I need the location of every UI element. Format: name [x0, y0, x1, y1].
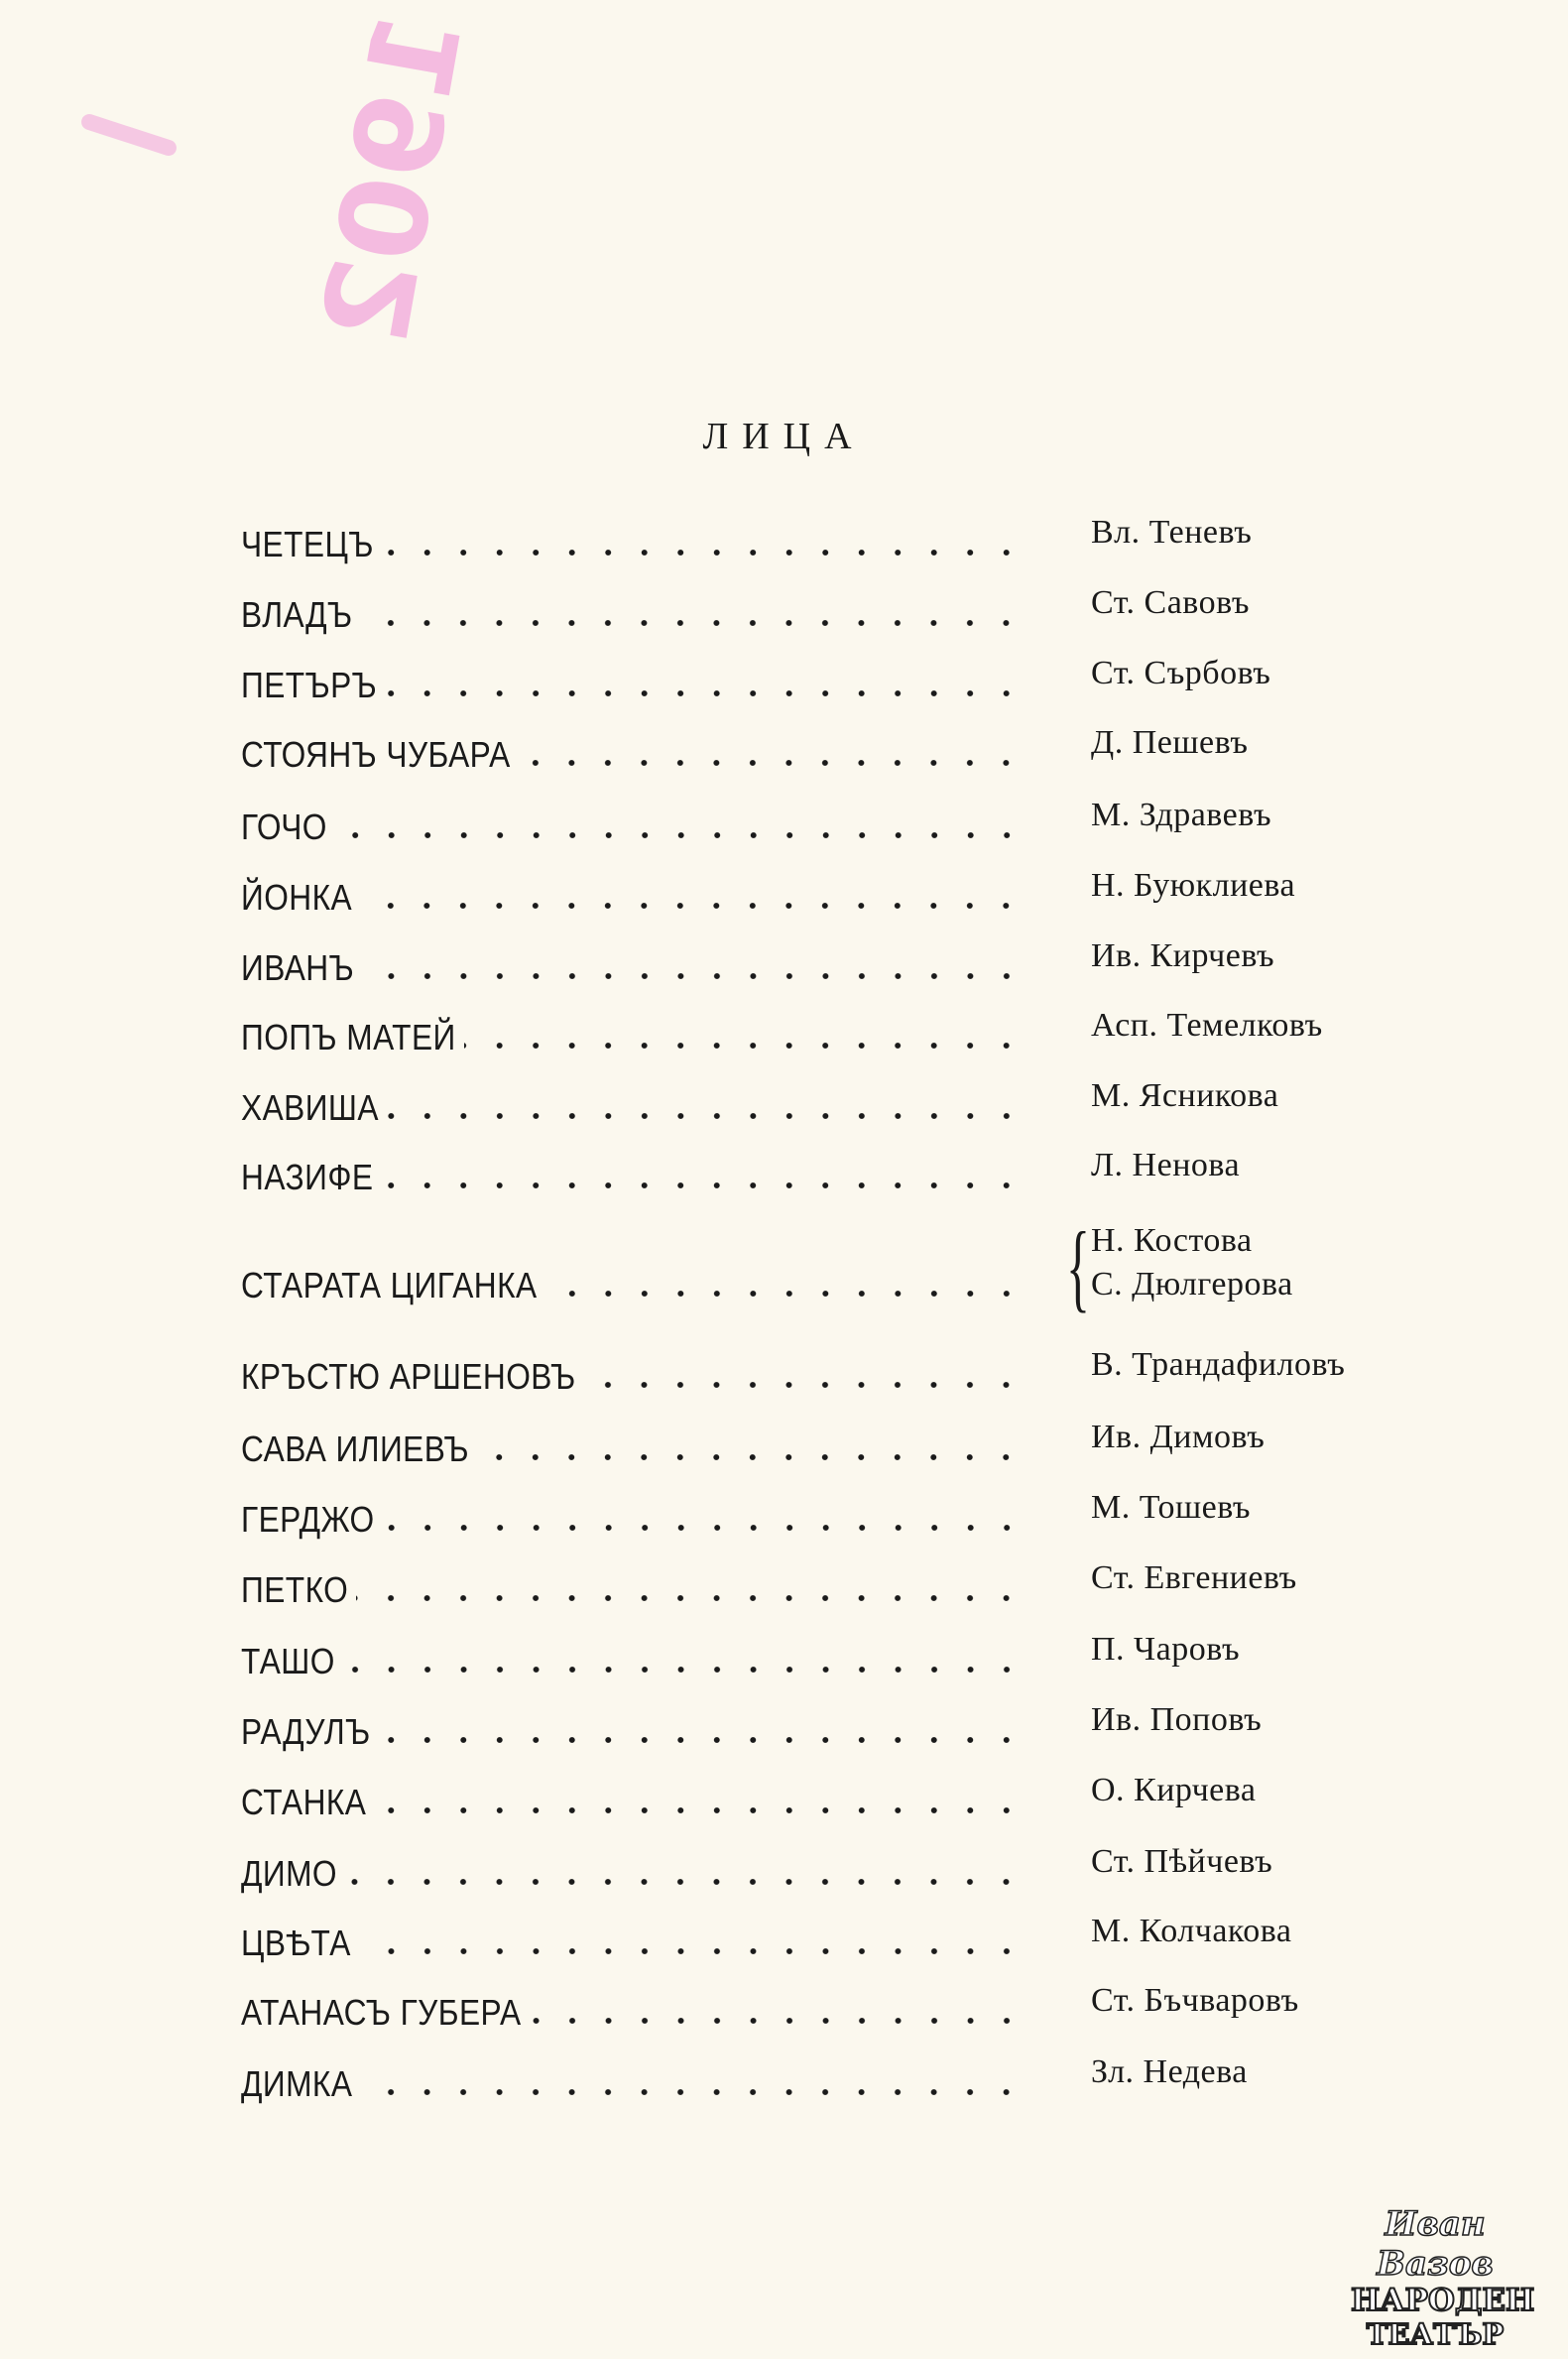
- dot-leader: [530, 2017, 1025, 2025]
- pink-pencil-mark: [79, 112, 179, 158]
- handwritten-year: 1902: [297, 2, 491, 354]
- dot-leader: [385, 689, 1025, 697]
- role-cell: [241, 1087, 1025, 1129]
- actor-name: Ст. Пѣйчевъ: [1091, 1843, 1273, 1880]
- cast-row: [241, 1007, 1530, 1076]
- role-name: ДИМКА: [241, 2063, 353, 2104]
- role-name: САВА ИЛИЕВЪ: [241, 1428, 470, 1469]
- role-name: СТАНКА: [241, 1782, 367, 1822]
- role-cell: [241, 1428, 1025, 1470]
- actor-name: Н. Костова: [1091, 1222, 1253, 1259]
- actor-name: Ст. Бъчваровъ: [1091, 1982, 1299, 2019]
- actor-name: М. Тошевъ: [1091, 1489, 1252, 1526]
- dot-leader: [362, 972, 1025, 980]
- cast-row: [241, 867, 1530, 936]
- cast-row: [241, 1913, 1530, 1982]
- actor-name: М. Ясникова: [1091, 1077, 1279, 1114]
- dot-leader: [545, 1290, 1025, 1298]
- cast-row: [241, 1631, 1530, 1700]
- cast-row: [241, 1982, 1530, 2051]
- dot-leader: [360, 2088, 1025, 2096]
- role-name: АТАНАСЪ ГУБЕРА: [241, 1992, 522, 2033]
- role-name: ИВАНЪ: [241, 947, 355, 988]
- cast-row: [241, 1077, 1530, 1147]
- cast-row: [241, 937, 1530, 1007]
- role-cell: [241, 1853, 1025, 1895]
- dot-leader: [382, 549, 1025, 557]
- logo-line-1: НАРОДЕН: [1351, 2283, 1535, 2318]
- dot-leader: [359, 1947, 1025, 1955]
- dot-leader: [381, 1181, 1025, 1189]
- role-cell: [241, 877, 1025, 919]
- cast-row: [241, 1211, 1530, 1324]
- role-name: ГОЧО: [241, 807, 327, 847]
- cast-row: [241, 724, 1530, 794]
- actor-name: Ст. Сърбовъ: [1091, 655, 1271, 691]
- role-name: РАДУЛЪ: [241, 1711, 371, 1752]
- role-cell: [241, 1017, 1025, 1058]
- dot-leader: [343, 1666, 1025, 1674]
- dot-leader: [387, 1112, 1025, 1120]
- actor-name: Ст. Савовъ: [1091, 584, 1250, 621]
- role-name: ДИМО: [241, 1853, 338, 1894]
- role-cell: [241, 1356, 1025, 1398]
- dot-leader: [583, 1381, 1025, 1389]
- dot-leader: [383, 1524, 1025, 1532]
- actor-name: П. Чаровъ: [1091, 1631, 1241, 1668]
- role-cell: [241, 1992, 1025, 2034]
- actor-name: Ив. Поповъ: [1091, 1701, 1263, 1738]
- dot-leader: [374, 1806, 1025, 1814]
- dot-leader: [379, 1736, 1025, 1744]
- dot-leader: [360, 619, 1025, 627]
- dot-leader: [335, 831, 1025, 839]
- dot-leader: [464, 1042, 1025, 1050]
- actor-name: Ив. Димовъ: [1091, 1419, 1266, 1455]
- cast-row: [241, 514, 1530, 583]
- actor-name: Зл. Недева: [1091, 2053, 1248, 2090]
- dot-leader: [345, 1878, 1025, 1886]
- actor-name: Д. Пешевъ: [1091, 724, 1249, 761]
- actor-name: В. Трандафиловъ: [1091, 1346, 1346, 1383]
- logo-line-2: ТЕАТЪР: [1366, 2317, 1505, 2351]
- national-theatre-logo: [1351, 2204, 1535, 2351]
- actor-name: Л. Ненова: [1091, 1147, 1241, 1183]
- cast-row: [241, 584, 1530, 654]
- dot-leader: [518, 759, 1025, 767]
- actor-name: М. Колчакова: [1091, 1913, 1292, 1949]
- role-name: ТАШО: [241, 1641, 335, 1681]
- role-name: ЧЕТЕЦЪ: [241, 524, 374, 564]
- role-cell: [241, 1265, 1025, 1306]
- actor-name: Ив. Кирчевъ: [1091, 937, 1275, 974]
- brace-icon: {: [1066, 1211, 1090, 1321]
- role-name: ПОПЪ МАТЕЙ: [241, 1017, 456, 1057]
- actor-group: [1091, 1219, 1293, 1306]
- cast-row: [241, 1489, 1530, 1558]
- role-cell: [241, 1923, 1025, 1964]
- role-cell: [241, 947, 1025, 989]
- dot-leader: [356, 1594, 1025, 1602]
- actor-name: Н. Буюклиева: [1091, 867, 1296, 904]
- role-name: ПЕТЪРЪ: [241, 665, 378, 705]
- dot-leader: [360, 902, 1025, 910]
- cast-row: [241, 655, 1530, 724]
- role-cell: [241, 1641, 1025, 1682]
- cast-row: [241, 1701, 1530, 1771]
- role-name: СТАРАТА ЦИГАНКА: [241, 1265, 538, 1305]
- role-cell: [241, 1569, 1025, 1611]
- actor-name: О. Кирчева: [1091, 1772, 1257, 1808]
- role-cell: [241, 2063, 1025, 2105]
- role-name: КРЪСТЮ АРШЕНОВЪ: [241, 1356, 576, 1397]
- role-name: ХАВИША: [241, 1087, 379, 1128]
- cast-row: [241, 1419, 1530, 1488]
- role-name: ЦВѢТА: [241, 1923, 351, 1963]
- actor-name: Вл. Теневъ: [1091, 514, 1253, 551]
- cast-row: [241, 1559, 1530, 1629]
- role-cell: [241, 524, 1025, 565]
- role-name: СТОЯНЪ ЧУБАРА: [241, 734, 511, 775]
- logo-signature: Иван Вазов: [1377, 2204, 1494, 2284]
- role-cell: [241, 594, 1025, 636]
- role-cell: [241, 665, 1025, 706]
- actor-name: Асп. Темелковъ: [1091, 1007, 1323, 1044]
- actor-name: М. Здравевъ: [1091, 797, 1272, 833]
- role-cell: [241, 1499, 1025, 1541]
- role-cell: [241, 1157, 1025, 1198]
- role-name: ПЕТКО: [241, 1569, 349, 1610]
- actor-name: Ст. Евгениевъ: [1091, 1559, 1297, 1596]
- role-cell: [241, 734, 1025, 776]
- dot-leader: [477, 1453, 1025, 1461]
- cast-row: [241, 2053, 1530, 2123]
- cast-row: [241, 1843, 1530, 1913]
- role-name: НАЗИФЕ: [241, 1157, 374, 1197]
- role-name: ГЕРДЖО: [241, 1499, 375, 1540]
- role-cell: [241, 807, 1025, 848]
- page-title: ЛИЦА: [702, 416, 866, 457]
- cast-row: [241, 797, 1530, 866]
- actor-name: С. Дюлгерова: [1091, 1266, 1293, 1303]
- role-cell: [241, 1782, 1025, 1823]
- cast-row: [241, 1346, 1530, 1416]
- cast-row: [241, 1772, 1530, 1841]
- role-name: ЙОНКА: [241, 877, 353, 918]
- role-cell: [241, 1711, 1025, 1753]
- role-name: ВЛАДЪ: [241, 594, 353, 635]
- cast-row: [241, 1147, 1530, 1216]
